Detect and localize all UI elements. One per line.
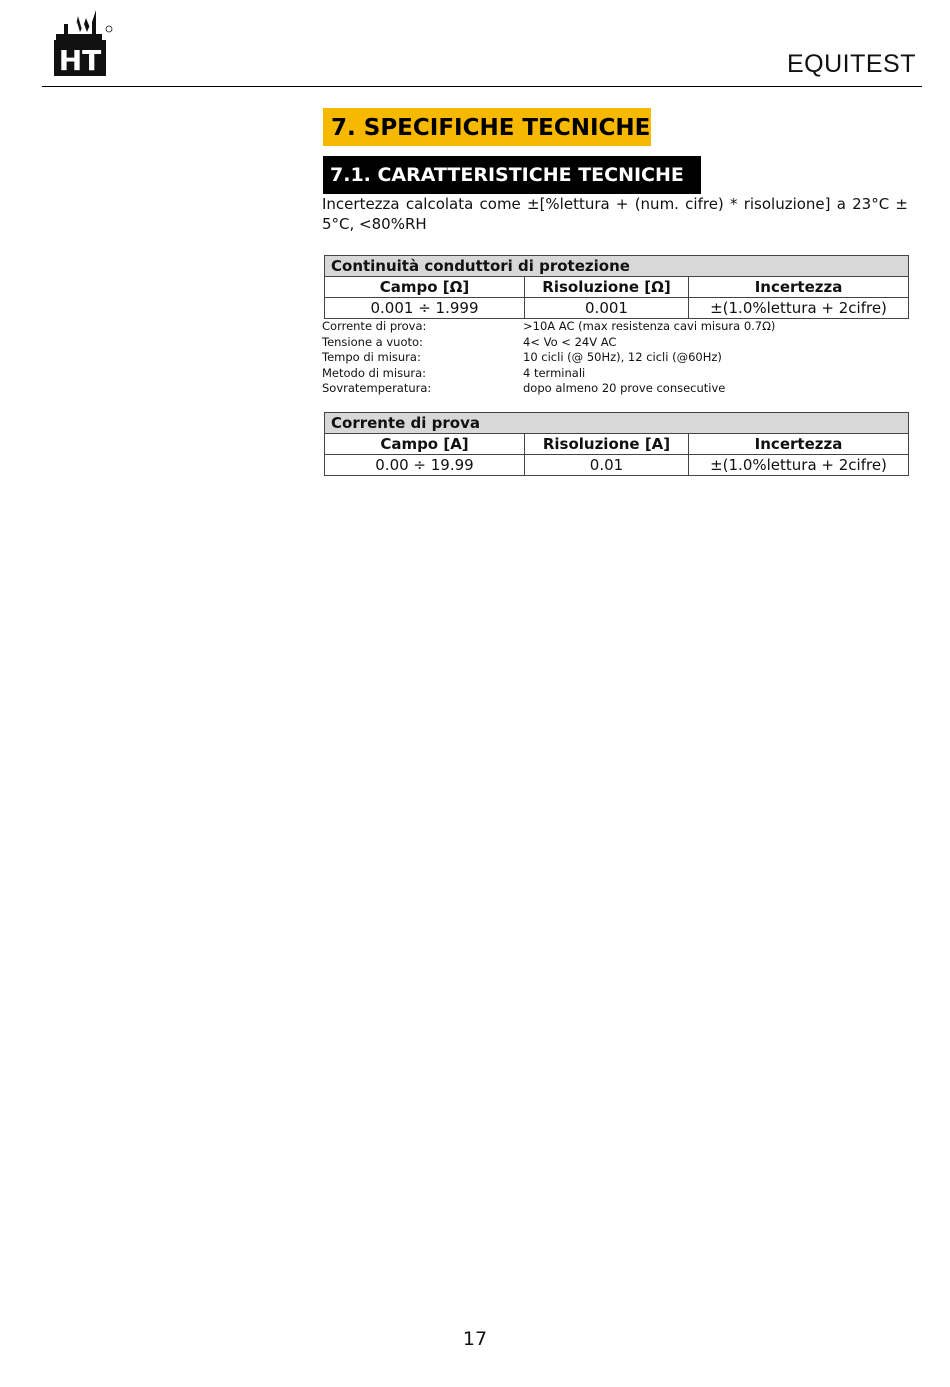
test-current-table [324,412,909,476]
list-item [322,350,908,366]
param-value: dopo almeno 20 prove consecutive [523,381,726,396]
column-header: Risoluzione [Ω] [525,277,689,298]
intro-text: Incertezza calcolata come ±[%lettura + (num. cifre) * risoluzione] a 23°C ± 5°C, <80%RH [322,195,908,233]
param-label: Corrente di prova: [322,319,427,333]
table-row [325,455,909,476]
list-item [322,319,908,335]
range-cell: 0.001 ÷ 1.999 [325,298,525,319]
param-value: >10A AC (max resistenza cavi misura 0.7Ω) [523,319,776,333]
list-item [322,335,908,351]
uncertainty-cell: ±(1.0%lettura + 2cifre) [689,298,909,319]
ht-logo [52,10,114,78]
column-header: Incertezza [689,434,909,455]
param-label: Tempo di misura: [322,350,421,365]
list-item [322,381,908,397]
param-value: 10 cicli (@ 50Hz), 12 cicli (@60Hz) [523,350,722,365]
page-number: 17 [462,1328,488,1350]
column-header: Campo [A] [325,434,525,455]
table-title: Continuità conduttori di protezione [325,256,909,277]
range-cell: 0.00 ÷ 19.99 [325,455,525,476]
brand-name: EQUITEST [786,50,916,78]
resolution-cell: 0.001 [525,298,689,319]
subsection-title: 7.1. CARATTERISTICHE TECNICHE [323,156,701,194]
uncertainty-cell: ±(1.0%lettura + 2cifre) [689,455,909,476]
resolution-cell: 0.01 [525,455,689,476]
param-label: Sovratemperatura: [322,381,432,396]
header-rule [42,86,922,87]
continuity-table [324,255,909,319]
logo-text: HT [58,44,102,77]
param-value: 4 terminali [523,365,586,380]
section-title: 7. SPECIFICHE TECNICHE [323,108,651,146]
column-header: Risoluzione [A] [525,434,689,455]
test-parameters [322,319,908,397]
param-label: Metodo di misura: [322,365,427,380]
list-item [322,366,908,382]
table-row [325,298,909,319]
param-label: Tensione a vuoto: [322,334,423,349]
table-title: Corrente di prova [325,413,909,434]
column-header: Incertezza [689,277,909,298]
column-header: Campo [Ω] [325,277,525,298]
param-value: 4< Vo < 24V AC [523,334,617,349]
